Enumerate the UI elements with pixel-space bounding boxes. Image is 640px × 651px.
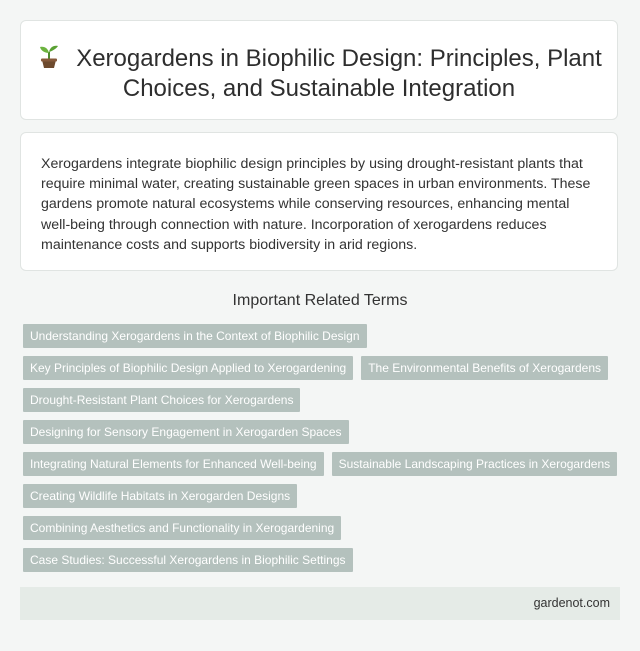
- summary-card: [20, 132, 618, 271]
- footer-site-link[interactable]: gardenot.com: [533, 596, 610, 610]
- related-term-tag[interactable]: Designing for Sensory Engagement in Xerogarden Spaces: [23, 420, 349, 444]
- related-term-tag[interactable]: The Environmental Benefits of Xerogardens: [361, 356, 608, 380]
- footer: [20, 587, 620, 620]
- summary-text: Xerogardens integrate biophilic design principles by using drought-resistant plants that require minimal water, creating sustainable green spaces in urban environments. These gardens promote natural ecosystems while conserving resources, enhancing mental well-being through connection with nature. Incorporation of xerogardens reduces maintenance costs and supports biodiversity in arid regions.: [41, 156, 591, 253]
- related-term-tag[interactable]: Sustainable Landscaping Practices in Xerogardens: [332, 452, 618, 476]
- related-term-tag[interactable]: Combining Aesthetics and Functionality in Xerogardening: [23, 516, 341, 540]
- related-term-tag[interactable]: Integrating Natural Elements for Enhanced Well-being: [23, 452, 324, 476]
- related-term-tag[interactable]: Creating Wildlife Habitats in Xerogarden Designs: [23, 484, 297, 508]
- related-term-tag[interactable]: Drought-Resistant Plant Choices for Xerogardens: [23, 388, 300, 412]
- related-term-tag[interactable]: Case Studies: Successful Xerogardens in Biophilic Settings: [23, 548, 353, 572]
- page-title: Xerogardens in Biophilic Design: Principles, Plant Choices, and Sustainable Integration: [21, 43, 617, 104]
- related-terms-heading: Important Related Terms: [232, 292, 408, 309]
- related-term-tag[interactable]: Understanding Xerogardens in the Context of Biophilic Design: [23, 324, 367, 348]
- related-terms-list: [23, 324, 623, 580]
- title-card: [20, 20, 618, 120]
- sprout-icon: [36, 43, 62, 69]
- related-term-tag[interactable]: Key Principles of Biophilic Design Applied to Xerogardening: [23, 356, 353, 380]
